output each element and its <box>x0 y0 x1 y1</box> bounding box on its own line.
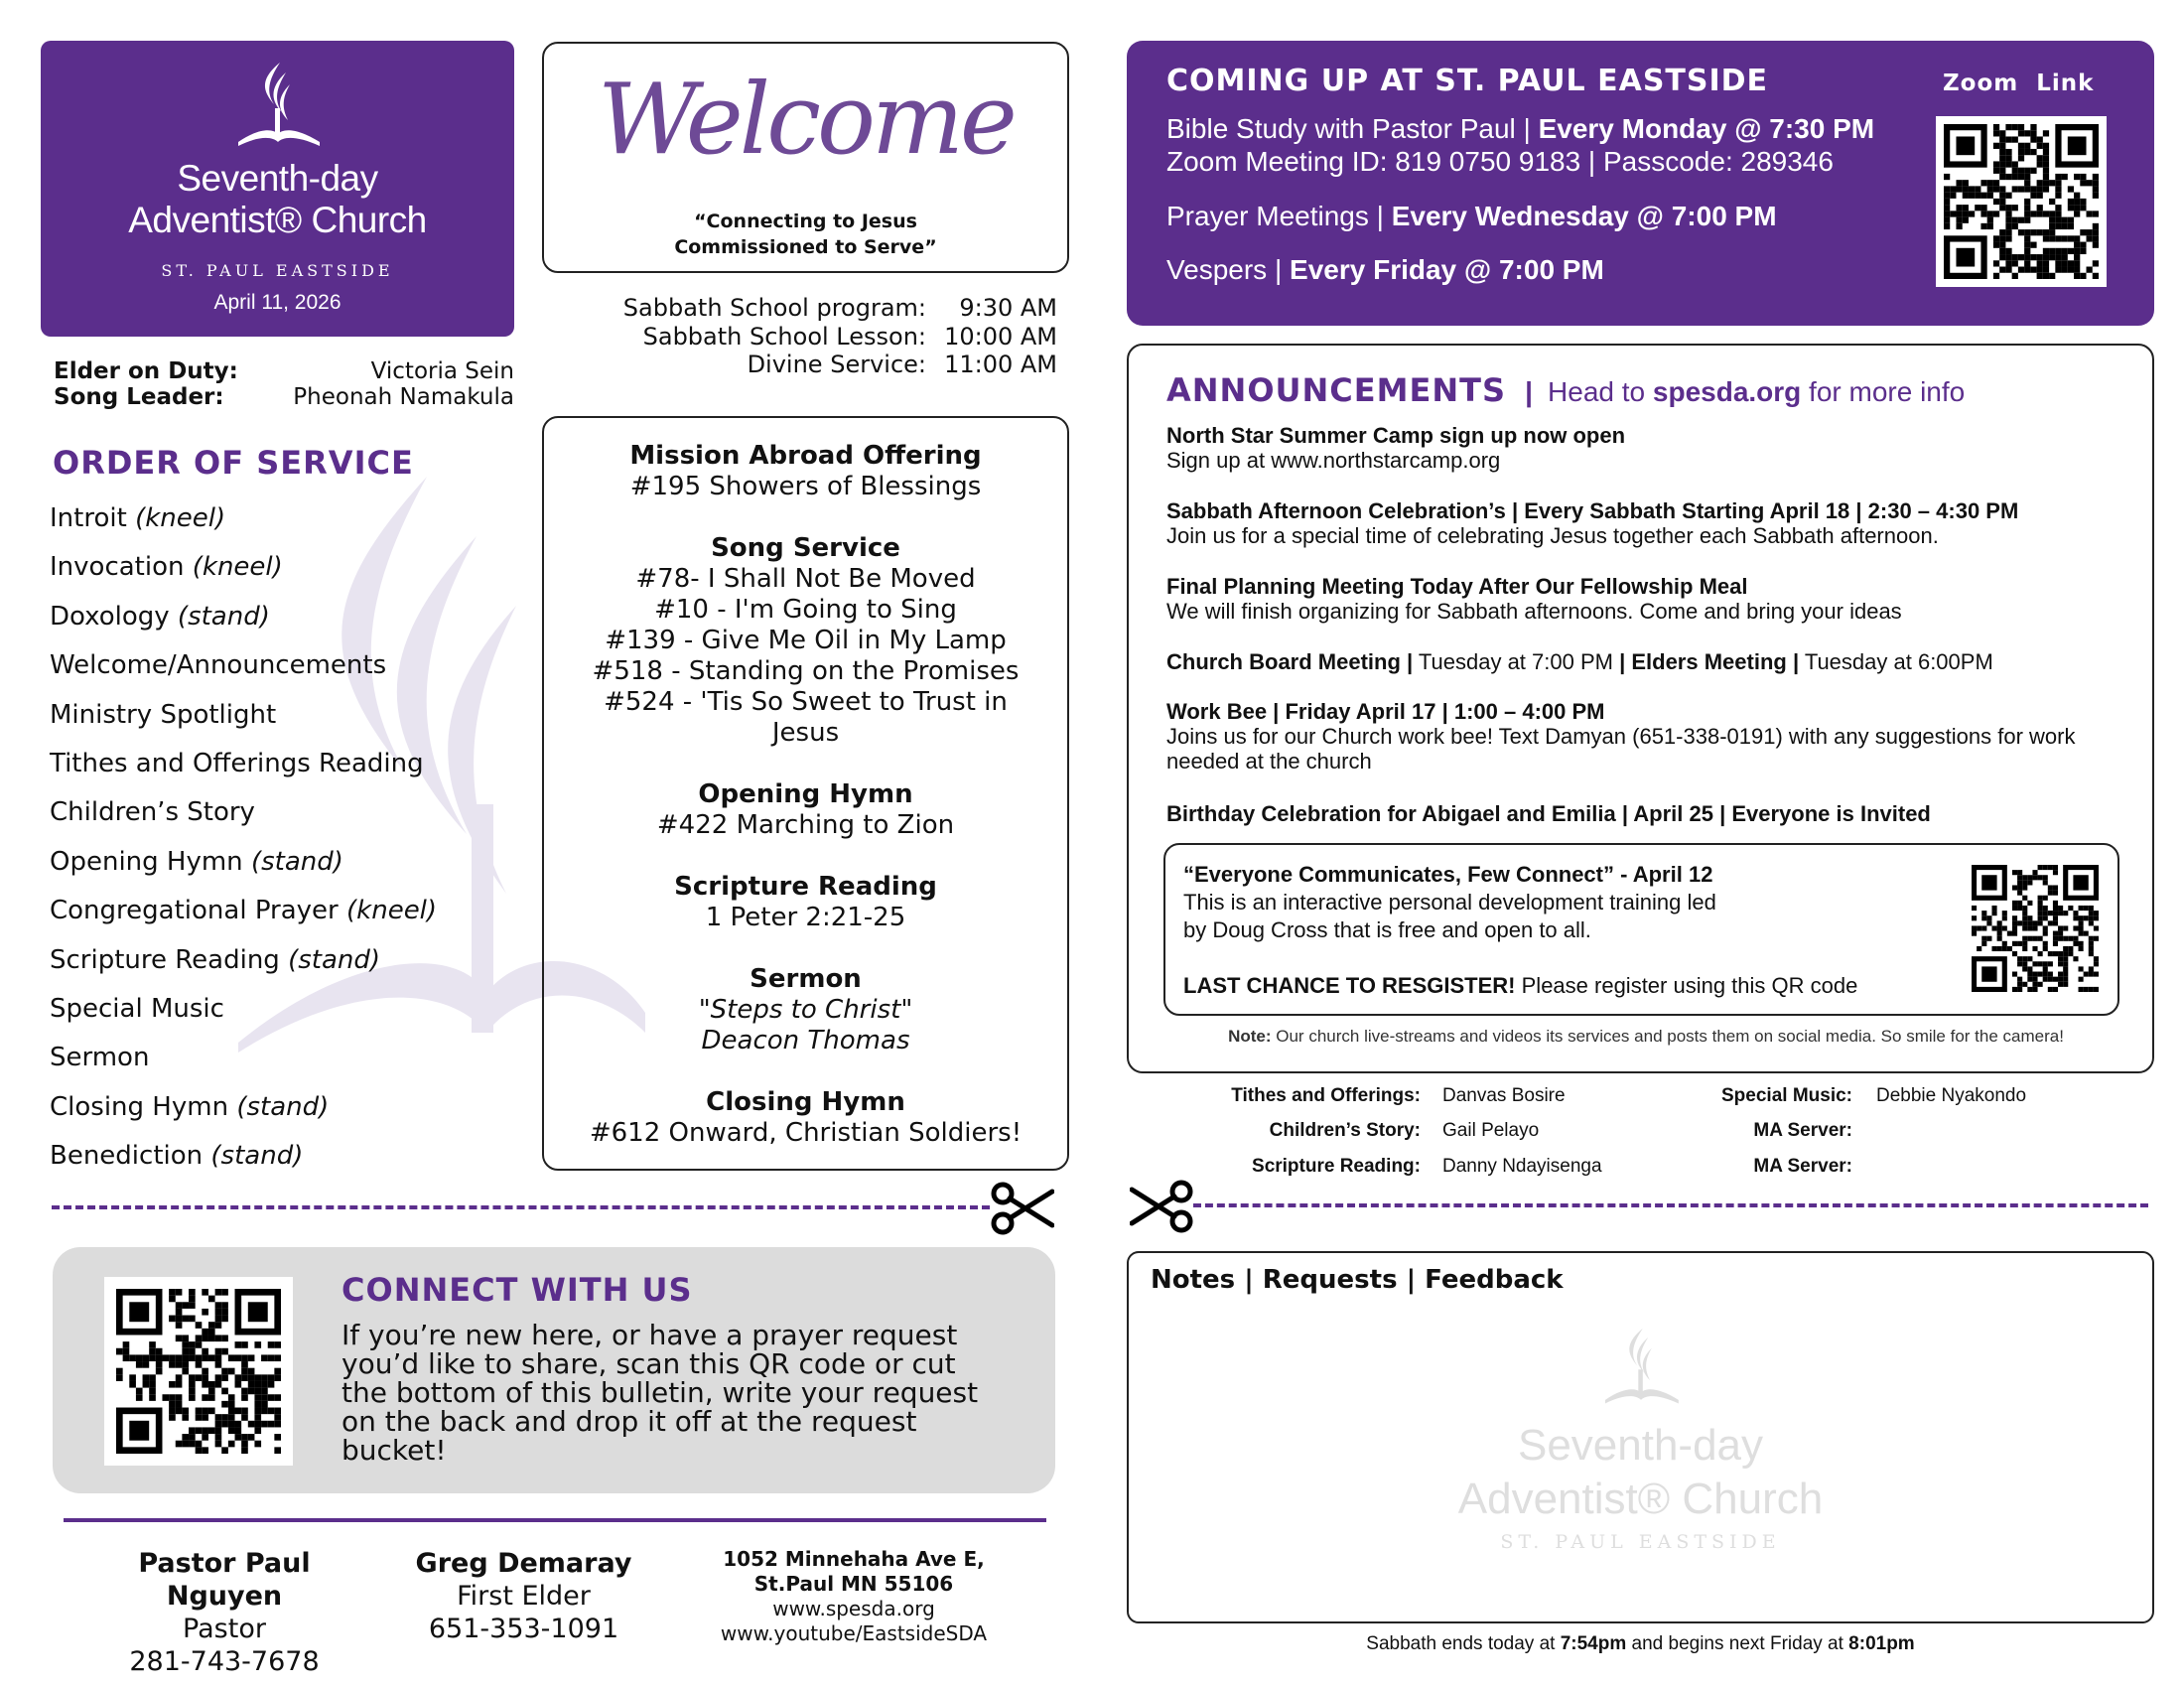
closing-hymn-title: Closing Hymn <box>706 1087 905 1117</box>
opening-hymn-item: #422 Marching to Zion <box>656 810 955 840</box>
notes-title: Notes | Requests | Feedback <box>1151 1265 1564 1295</box>
bible-study-line: Bible Study with Pastor Paul | Every Monday @ 7:30 PM <box>1166 113 1875 144</box>
tithes-label: Tithes and Offerings: <box>1231 1085 1421 1106</box>
coming-up-title: COMING UP AT ST. PAUL EASTSIDE <box>1166 64 1769 98</box>
childrens-story-value: Gail Pelayo <box>1442 1120 1540 1141</box>
opening-hymn-title: Opening Hymn <box>698 779 913 809</box>
announcement-item: Work Bee | Friday April 17 | 1:00 – 4:00 PM Joins us for our Church work bee! Text Damyan (651-338-0191) with any suggestions for work needed at the church <box>1166 699 2076 774</box>
song-item: #518 - Standing on the Promises <box>592 656 1020 686</box>
order-item: Introit (kneel) <box>50 503 226 533</box>
service-times <box>556 294 1057 379</box>
bulletin-date: April 11, 2026 <box>213 291 341 314</box>
song-service-title: Song Service <box>711 533 900 563</box>
church-watermark: Seventh-day Adventist® Church ST. PAUL EASTSIDE <box>1129 1323 2152 1553</box>
training-body: This is an interactive personal development training led <box>1183 890 1716 914</box>
zoom-qr-code-icon[interactable] <box>1936 116 2107 287</box>
order-item: Special Music <box>50 993 224 1024</box>
training-register-line: LAST CHANCE TO RESGISTER! Please register using this QR code <box>1183 973 1858 998</box>
coming-up-panel <box>1127 41 2154 326</box>
order-item: Closing Hymn (stand) <box>50 1091 330 1122</box>
order-item: Tithes and Offerings Reading <box>50 748 424 778</box>
order-item: Ministry Spotlight <box>50 699 277 730</box>
connect-title: CONNECT WITH US <box>341 1271 693 1309</box>
sermon-speaker: Deacon Thomas <box>701 1026 910 1055</box>
welcome-script: Welcome <box>598 64 1014 177</box>
cut-line <box>52 1205 990 1209</box>
song-item: #139 - Give Me Oil in My Lamp <box>605 626 1007 655</box>
sabbath-times: Sabbath ends today at 7:54pm and begins next Friday at 8:01pm <box>1366 1633 1915 1654</box>
notes-box[interactable] <box>1127 1251 2154 1623</box>
church-header <box>41 41 514 337</box>
song-list <box>544 564 1067 749</box>
announcement-item: Final Planning Meeting Today After Our Fellowship Meal We will finish organizing for Sabbath afternoons. Come and bring your ideas <box>1166 574 1902 624</box>
order-item: Doxology (stand) <box>50 601 270 632</box>
training-qr-code-icon[interactable] <box>1972 865 2099 992</box>
divider <box>64 1518 1046 1522</box>
special-music-value: Debbie Nyakondo <box>1876 1085 2027 1106</box>
closing-hymn-item: #612 Onward, Christian Soldiers! <box>589 1118 1023 1148</box>
song-leader-row: Song Leader: Pheonah Namakula <box>54 384 514 410</box>
order-item: Benediction (stand) <box>50 1141 304 1172</box>
song-item: Jesus <box>771 718 840 748</box>
order-item: Invocation (kneel) <box>50 552 283 583</box>
training-box: “Everyone Communicates, Few Connect” - April 12 This is an interactive personal development training led by Doug Cross that is free and open to all. LAST CHANCE TO RESGISTER! Please register using this QR code <box>1163 843 2119 1016</box>
meetings-line: Church Board Meeting | Tuesday at 7:00 PM | Elders Meeting | Tuesday at 6:00PM <box>1166 649 1993 674</box>
order-item: Congregational Prayer (kneel) <box>50 896 438 926</box>
zoom-link-label[interactable]: Zoom Link <box>1943 70 2095 96</box>
order-of-service-list <box>50 496 447 1183</box>
scripture-reading-value: Danny Ndayisenga <box>1442 1156 1602 1177</box>
welcome-box <box>542 42 1069 273</box>
sda-flame-logo-icon <box>228 59 328 153</box>
special-music-label: Special Music: <box>1721 1085 1852 1106</box>
order-of-service-title: ORDER OF SERVICE <box>53 444 414 482</box>
church-location: ST. PAUL EASTSIDE <box>161 261 394 280</box>
song-item: #524 - 'Tis So Sweet to Trust in <box>604 687 1008 717</box>
church-address: 1052 Minnehaha Ave E, St.Paul MN 55106 www.spesda.org www.youtube/EastsideSDA <box>695 1547 1013 1646</box>
tithes-value: Danvas Bosire <box>1442 1085 1566 1106</box>
order-item: Children’s Story <box>50 797 255 828</box>
mission-title: Mission Abroad Offering <box>629 441 982 471</box>
service-time-row: Divine Service: 11:00 AM <box>747 351 1057 378</box>
program-box <box>542 416 1069 1171</box>
elder-on-duty-row: Elder on Duty: Victoria Sein <box>54 358 514 384</box>
service-time-row: Sabbath School program: 9:30 AM <box>622 294 1057 322</box>
connect-qr-code-icon[interactable] <box>104 1277 293 1466</box>
livestream-note: Note: Our church live-streams and videos its services and posts them on social media. So smile for the camera! <box>1228 1027 2064 1046</box>
announcement-item: Sabbath Afternoon Celebration’s | Every Sabbath Starting April 18 | 2:30 – 4:30 PM Join us for a special time of celebrating Jesus together each Sabbath afternoon. <box>1166 498 2019 548</box>
cut-line <box>1193 1203 2148 1207</box>
scripture-reading-label: Scripture Reading: <box>1252 1156 1421 1177</box>
order-item: Welcome/Announcements <box>50 650 387 681</box>
prayer-meeting-line: Prayer Meetings | Every Wednesday @ 7:00 PM <box>1166 201 1777 231</box>
scripture-item: 1 Peter 2:21-25 <box>705 903 906 932</box>
childrens-story-label: Children’s Story: <box>1269 1120 1421 1141</box>
website-link[interactable]: www.spesda.org <box>772 1597 935 1620</box>
sda-flame-logo-icon <box>1596 1323 1686 1412</box>
order-item: Sermon <box>50 1043 150 1073</box>
sermon-title: Sermon <box>750 964 862 994</box>
sermon-name: "Steps to Christ" <box>698 995 913 1025</box>
youtube-link[interactable]: www.youtube/EastsideSDA <box>720 1621 988 1645</box>
zoom-info-line: Zoom Meeting ID: 819 0750 9183 | Passcode: 289346 <box>1166 146 1834 177</box>
scripture-title: Scripture Reading <box>674 872 937 902</box>
ma-server-label: MA Server: <box>1753 1156 1852 1177</box>
song-item: #10 - I'm Going to Sing <box>654 595 957 625</box>
service-time-row: Sabbath School Lesson: 10:00 AM <box>642 322 1057 351</box>
announcement-item: North Star Summer Camp sign up now open Sign up at www.northstarcamp.org <box>1166 423 1626 473</box>
scissors-icon <box>991 1182 1054 1235</box>
pastor-contact: Pastor Paul Nguyen Pastor 281-743-7678 <box>129 1548 320 1677</box>
order-item: Opening Hymn (stand) <box>50 846 343 877</box>
welcome-tagline: “Connecting to Jesus Commissioned to Serve” <box>674 211 937 258</box>
announcement-item: Birthday Celebration for Abigael and Emilia | April 25 | Everyone is Invited <box>1166 801 1931 826</box>
elder-contact: Greg Demaray First Elder 651-353-1091 <box>415 1548 632 1644</box>
connect-panel <box>53 1247 1055 1493</box>
vespers-line: Vespers | Every Friday @ 7:00 PM <box>1166 254 1604 285</box>
mission-item: #195 Showers of Blessings <box>629 472 982 501</box>
ma-server-label: MA Server: <box>1753 1120 1852 1141</box>
song-item: #78- I Shall Not Be Moved <box>635 564 976 594</box>
announcements-header: ANNOUNCEMENTS | Head to spesda.org for more info <box>1166 371 1966 409</box>
connect-body: If you’re new here, or have a prayer request you’d like to share, scan this QR code or cut the bottom of this bulletin, write your request on the back and drop it off at the request bucket! <box>341 1319 979 1467</box>
training-title: “Everyone Communicates, Few Connect” - April 12 <box>1183 862 1713 887</box>
scissors-icon <box>1130 1180 1193 1233</box>
order-item: Scripture Reading (stand) <box>50 944 381 975</box>
spesda-link[interactable]: spesda.org <box>1652 376 1802 407</box>
church-name: Seventh-day Adventist® Church <box>128 158 427 240</box>
